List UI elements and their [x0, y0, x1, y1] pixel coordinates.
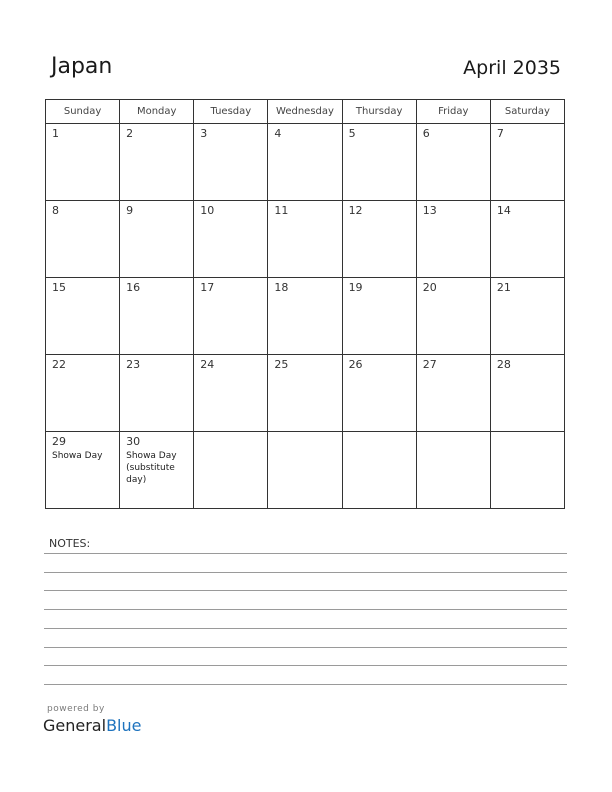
day-number: 7	[496, 127, 504, 140]
day-number: 14	[496, 204, 511, 217]
day-cell	[490, 124, 564, 201]
day-number: 11	[274, 204, 289, 217]
weekday-header: Saturday	[490, 100, 564, 124]
brand-logo	[43, 716, 141, 735]
weekday-header: Monday	[120, 100, 194, 124]
country-title: Japan	[51, 54, 113, 79]
day-cell	[490, 278, 564, 355]
day-number: 12	[348, 204, 363, 217]
day-cell	[416, 432, 490, 509]
weekday-header: Friday	[416, 100, 490, 124]
day-cell	[268, 124, 342, 201]
powered-by-text: powered by	[47, 704, 105, 714]
day-cell	[120, 201, 194, 278]
day-cell	[46, 355, 120, 432]
day-cell	[342, 124, 416, 201]
day-cell	[120, 432, 194, 509]
weekday-header: Tuesday	[194, 100, 268, 124]
weekday-header-row	[46, 100, 565, 124]
day-cell	[46, 201, 120, 278]
day-number: 21	[496, 281, 511, 294]
day-number: 15	[52, 281, 66, 294]
day-cell	[416, 355, 490, 432]
day-cell	[46, 278, 120, 355]
day-number: 23	[126, 358, 141, 371]
weekday-header: Sunday	[46, 100, 120, 124]
day-number: 30	[126, 435, 141, 448]
note-line	[44, 609, 567, 610]
day-number: 22	[52, 358, 66, 371]
day-number: 5	[348, 127, 356, 140]
day-number: 8	[52, 204, 59, 217]
day-cell	[268, 355, 342, 432]
day-number: 3	[200, 127, 208, 140]
note-line	[44, 684, 567, 685]
day-number: 4	[274, 127, 282, 140]
day-number: 25	[274, 358, 289, 371]
note-line	[44, 590, 567, 591]
note-line	[44, 572, 567, 573]
day-cell	[490, 432, 564, 509]
day-cell	[342, 432, 416, 509]
day-cell	[416, 201, 490, 278]
brand-name-part1: General	[43, 716, 107, 735]
day-cell	[490, 201, 564, 278]
notes-label: NOTES:	[49, 537, 91, 550]
week-row	[46, 355, 565, 432]
day-cell	[194, 278, 268, 355]
week-row	[46, 278, 565, 355]
day-number: 16	[126, 281, 141, 294]
day-number: 2	[126, 127, 134, 140]
note-line	[44, 647, 567, 648]
day-number: 29	[52, 435, 66, 448]
holiday-label: Showa Day	[52, 451, 103, 461]
day-cell	[194, 124, 268, 201]
day-number: 19	[348, 281, 363, 294]
day-cell	[46, 432, 120, 509]
day-cell	[268, 201, 342, 278]
day-number: 18	[274, 281, 289, 294]
day-cell	[490, 355, 564, 432]
holiday-label: Showa Day (substitute day)	[126, 451, 177, 485]
day-cell	[194, 432, 268, 509]
day-cell	[342, 278, 416, 355]
note-line	[44, 553, 567, 554]
weekday-header: Thursday	[342, 100, 416, 124]
day-number: 27	[422, 358, 437, 371]
day-number: 26	[348, 358, 363, 371]
day-cell	[416, 124, 490, 201]
day-number: 9	[126, 204, 134, 217]
day-cell	[46, 124, 120, 201]
day-number: 24	[200, 358, 215, 371]
day-cell	[416, 278, 490, 355]
day-cell	[194, 355, 268, 432]
day-cell	[268, 432, 342, 509]
week-row	[46, 201, 565, 278]
day-number: 28	[496, 358, 511, 371]
day-number: 10	[200, 204, 215, 217]
day-cell	[342, 201, 416, 278]
day-number: 13	[422, 204, 437, 217]
month-year-title: April 2035	[463, 57, 561, 79]
day-cell	[120, 278, 194, 355]
day-number: 17	[200, 281, 215, 294]
day-cell	[342, 355, 416, 432]
calendar-grid	[45, 99, 565, 509]
day-cell	[120, 355, 194, 432]
note-line	[44, 665, 567, 666]
day-number: 1	[52, 127, 59, 140]
day-cell	[194, 201, 268, 278]
note-line	[44, 628, 567, 629]
day-cell	[268, 278, 342, 355]
day-number: 6	[422, 127, 430, 140]
week-row	[46, 432, 565, 509]
weekday-header: Wednesday	[268, 100, 342, 124]
week-row	[46, 124, 565, 201]
brand-name-part2: Blue	[106, 716, 142, 735]
day-cell	[120, 124, 194, 201]
day-number: 20	[422, 281, 437, 294]
